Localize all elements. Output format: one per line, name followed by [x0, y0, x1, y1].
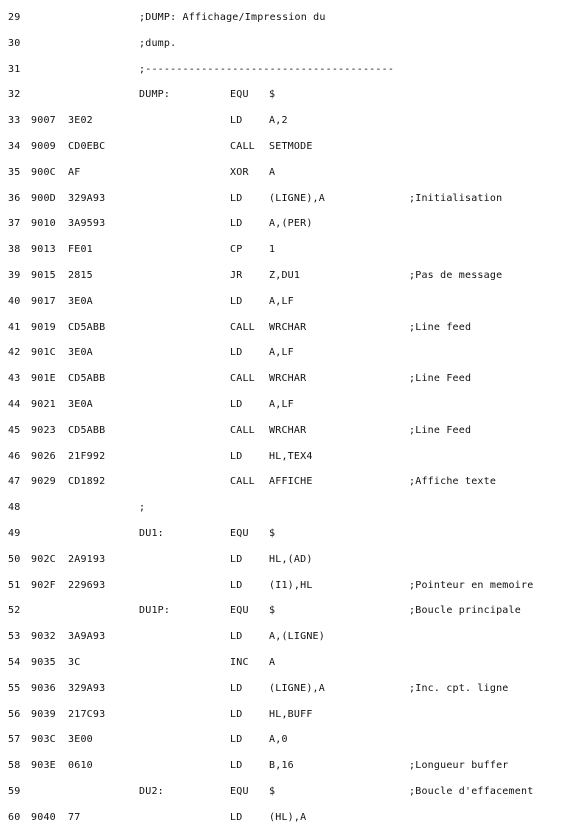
address: 9032: [31, 631, 56, 643]
line-number: 53: [8, 631, 21, 643]
mnemonic: JR: [230, 269, 243, 281]
mnemonic: CALL: [230, 476, 255, 488]
listing-line: [0, 599, 586, 625]
operand: WRCHAR: [269, 321, 307, 333]
mnemonic: LD: [230, 579, 243, 591]
mnemonic: XOR: [230, 166, 249, 178]
machine-code: CD0EBC: [68, 140, 106, 152]
machine-code: 3A9A93: [68, 631, 106, 643]
mnemonic: LD: [230, 398, 243, 410]
machine-code: CD5ABB: [68, 321, 106, 333]
operand: B,16: [269, 760, 294, 772]
listing-line: [0, 32, 586, 58]
listing-line: [0, 393, 586, 419]
operand: A,2: [269, 115, 288, 127]
operand: HL,BUFF: [269, 708, 313, 720]
operand: (LIGNE),A: [269, 192, 325, 204]
machine-code: 3A9593: [68, 218, 106, 230]
address: 9040: [31, 811, 56, 823]
mnemonic: LD: [230, 631, 243, 643]
listing-line: [0, 264, 586, 290]
listing-line: [0, 651, 586, 677]
address: 9007: [31, 115, 56, 127]
machine-code: 217C93: [68, 708, 106, 720]
line-number: 29: [8, 12, 21, 23]
mnemonic: LD: [230, 682, 243, 694]
line-number: 37: [8, 218, 21, 230]
line-number: 36: [8, 192, 21, 204]
line-number: 44: [8, 398, 21, 410]
address: 903C: [31, 734, 56, 746]
mnemonic: LD: [230, 295, 243, 307]
listing-line: [0, 522, 586, 548]
operand: WRCHAR: [269, 373, 307, 385]
listing-line: [0, 58, 586, 84]
listing-line: [0, 367, 586, 393]
mnemonic: LD: [230, 192, 243, 204]
address: 902F: [31, 579, 56, 591]
address: 9026: [31, 450, 56, 462]
operand: AFFICHE: [269, 476, 313, 488]
listing-line: [0, 83, 586, 109]
address: 9029: [31, 476, 56, 488]
comment: ;Affiche texte: [409, 476, 497, 488]
line-number: 41: [8, 321, 21, 333]
operand: WRCHAR: [269, 424, 307, 436]
listing-line: [0, 470, 586, 496]
line-number: 50: [8, 553, 21, 565]
mnemonic: LD: [230, 811, 243, 823]
machine-code: 3E02: [68, 115, 93, 127]
listing-line: [0, 703, 586, 729]
mnemonic: EQU: [230, 605, 249, 617]
operand: A,(PER): [269, 218, 313, 230]
address: 901E: [31, 373, 56, 385]
line-number: 33: [8, 115, 21, 127]
operand: A,0: [269, 734, 288, 746]
listing-line: [0, 548, 586, 574]
machine-code: 0610: [68, 760, 93, 772]
mnemonic: CALL: [230, 424, 255, 436]
label: DU2:: [139, 785, 164, 797]
address: 902C: [31, 553, 56, 565]
listing-line: [0, 754, 586, 780]
line-number: 57: [8, 734, 21, 746]
address: 9036: [31, 682, 56, 694]
listing-line: [0, 574, 586, 600]
address: 9039: [31, 708, 56, 720]
line-number: 55: [8, 682, 21, 694]
mnemonic: EQU: [230, 89, 249, 101]
line-number: 46: [8, 450, 21, 462]
machine-code: FE01: [68, 244, 93, 256]
mnemonic: EQU: [230, 527, 249, 539]
line-number: 47: [8, 476, 21, 488]
listing-line: [0, 6, 586, 32]
operand: HL,(AD): [269, 553, 313, 565]
machine-code: 3E0A: [68, 347, 93, 359]
address: 9009: [31, 140, 56, 152]
mnemonic: INC: [230, 656, 249, 668]
operand: Z,DU1: [269, 269, 301, 281]
address: 9019: [31, 321, 56, 333]
operand: $: [269, 785, 276, 797]
line-number: 39: [8, 269, 21, 281]
mnemonic: CALL: [230, 140, 255, 152]
operand: A,LF: [269, 347, 294, 359]
address: 9035: [31, 656, 56, 668]
operand: $: [269, 527, 276, 539]
line-number: 42: [8, 347, 21, 359]
machine-code: CD1892: [68, 476, 106, 488]
mnemonic: LD: [230, 218, 243, 230]
machine-code: CD5ABB: [68, 373, 106, 385]
operand: A: [269, 166, 276, 178]
line-number: 51: [8, 579, 21, 591]
machine-code: 2A9193: [68, 553, 106, 565]
address: 900D: [31, 192, 56, 204]
listing-line: [0, 728, 586, 754]
listing-line: [0, 419, 586, 445]
mnemonic: LD: [230, 760, 243, 772]
listing-line: [0, 161, 586, 187]
mnemonic: LD: [230, 347, 243, 359]
listing-line: [0, 187, 586, 213]
operand: SETMODE: [269, 140, 313, 152]
address: 9023: [31, 424, 56, 436]
label: DUMP:: [139, 89, 171, 101]
comment: ;Line Feed: [409, 373, 472, 385]
operand: 1: [269, 244, 276, 256]
comment: ;Line Feed: [409, 424, 472, 436]
listing-line: [0, 135, 586, 161]
mnemonic: CP: [230, 244, 243, 256]
label: ;dump.: [139, 37, 177, 49]
label: ;: [139, 502, 146, 514]
listing-line: [0, 806, 586, 832]
listing-line: [0, 316, 586, 342]
label: ;----------------------------------------: [139, 63, 395, 75]
operand: A: [269, 656, 276, 668]
operand: $: [269, 89, 276, 101]
line-number: 60: [8, 811, 21, 823]
line-number: 52: [8, 605, 21, 617]
line-number: 58: [8, 760, 21, 772]
machine-code: 21F992: [68, 450, 106, 462]
operand: A,LF: [269, 295, 294, 307]
assembly-listing: [0, 6, 586, 832]
line-number: 43: [8, 373, 21, 385]
address: 9015: [31, 269, 56, 281]
line-number: 30: [8, 37, 21, 49]
address: 903E: [31, 760, 56, 772]
line-number: 54: [8, 656, 21, 668]
listing-line: [0, 496, 586, 522]
comment: ;Line feed: [409, 321, 472, 333]
address: 9010: [31, 218, 56, 230]
label: DU1:: [139, 527, 164, 539]
label: ;DUMP: Affichage/Impression du: [139, 12, 326, 23]
mnemonic: EQU: [230, 785, 249, 797]
address: 9021: [31, 398, 56, 410]
listing-line: [0, 677, 586, 703]
operand: (HL),A: [269, 811, 307, 823]
listing-line: [0, 341, 586, 367]
listing-line: [0, 109, 586, 135]
comment: ;Boucle principale: [409, 605, 521, 617]
comment: ;Longueur buffer: [409, 760, 509, 772]
comment: ;Initialisation: [409, 192, 503, 204]
operand: A,(LIGNE): [269, 631, 325, 643]
operand: HL,TEX4: [269, 450, 313, 462]
address: 9017: [31, 295, 56, 307]
machine-code: 329A93: [68, 682, 106, 694]
machine-code: 3E0A: [68, 398, 93, 410]
machine-code: 329A93: [68, 192, 106, 204]
line-number: 34: [8, 140, 21, 152]
address: 901C: [31, 347, 56, 359]
listing-line: [0, 290, 586, 316]
line-number: 31: [8, 63, 21, 75]
line-number: 40: [8, 295, 21, 307]
operand: $: [269, 605, 276, 617]
line-number: 35: [8, 166, 21, 178]
mnemonic: LD: [230, 450, 243, 462]
mnemonic: LD: [230, 708, 243, 720]
operand: (I1),HL: [269, 579, 313, 591]
line-number: 59: [8, 785, 21, 797]
label: DU1P:: [139, 605, 171, 617]
mnemonic: LD: [230, 553, 243, 565]
listing-line: [0, 780, 586, 806]
listing-line: [0, 212, 586, 238]
machine-code: AF: [68, 166, 81, 178]
listing-line: [0, 238, 586, 264]
listing-line: [0, 445, 586, 471]
machine-code: CD5ABB: [68, 424, 106, 436]
mnemonic: CALL: [230, 373, 255, 385]
mnemonic: CALL: [230, 321, 255, 333]
machine-code: 2815: [68, 269, 93, 281]
machine-code: 3C: [68, 656, 81, 668]
line-number: 56: [8, 708, 21, 720]
machine-code: 3E00: [68, 734, 93, 746]
address: 900C: [31, 166, 56, 178]
comment: ;Boucle d'effacement: [409, 785, 534, 797]
operand: (LIGNE),A: [269, 682, 325, 694]
comment: ;Pointeur en memoire: [409, 579, 534, 591]
comment: ;Pas de message: [409, 269, 503, 281]
line-number: 49: [8, 527, 21, 539]
machine-code: 77: [68, 811, 81, 823]
machine-code: 3E0A: [68, 295, 93, 307]
line-number: 32: [8, 89, 21, 101]
mnemonic: LD: [230, 734, 243, 746]
line-number: 48: [8, 502, 21, 514]
address: 9013: [31, 244, 56, 256]
machine-code: 229693: [68, 579, 106, 591]
mnemonic: LD: [230, 115, 243, 127]
line-number: 45: [8, 424, 21, 436]
operand: A,LF: [269, 398, 294, 410]
line-number: 38: [8, 244, 21, 256]
listing-line: [0, 625, 586, 651]
comment: ;Inc. cpt. ligne: [409, 682, 509, 694]
